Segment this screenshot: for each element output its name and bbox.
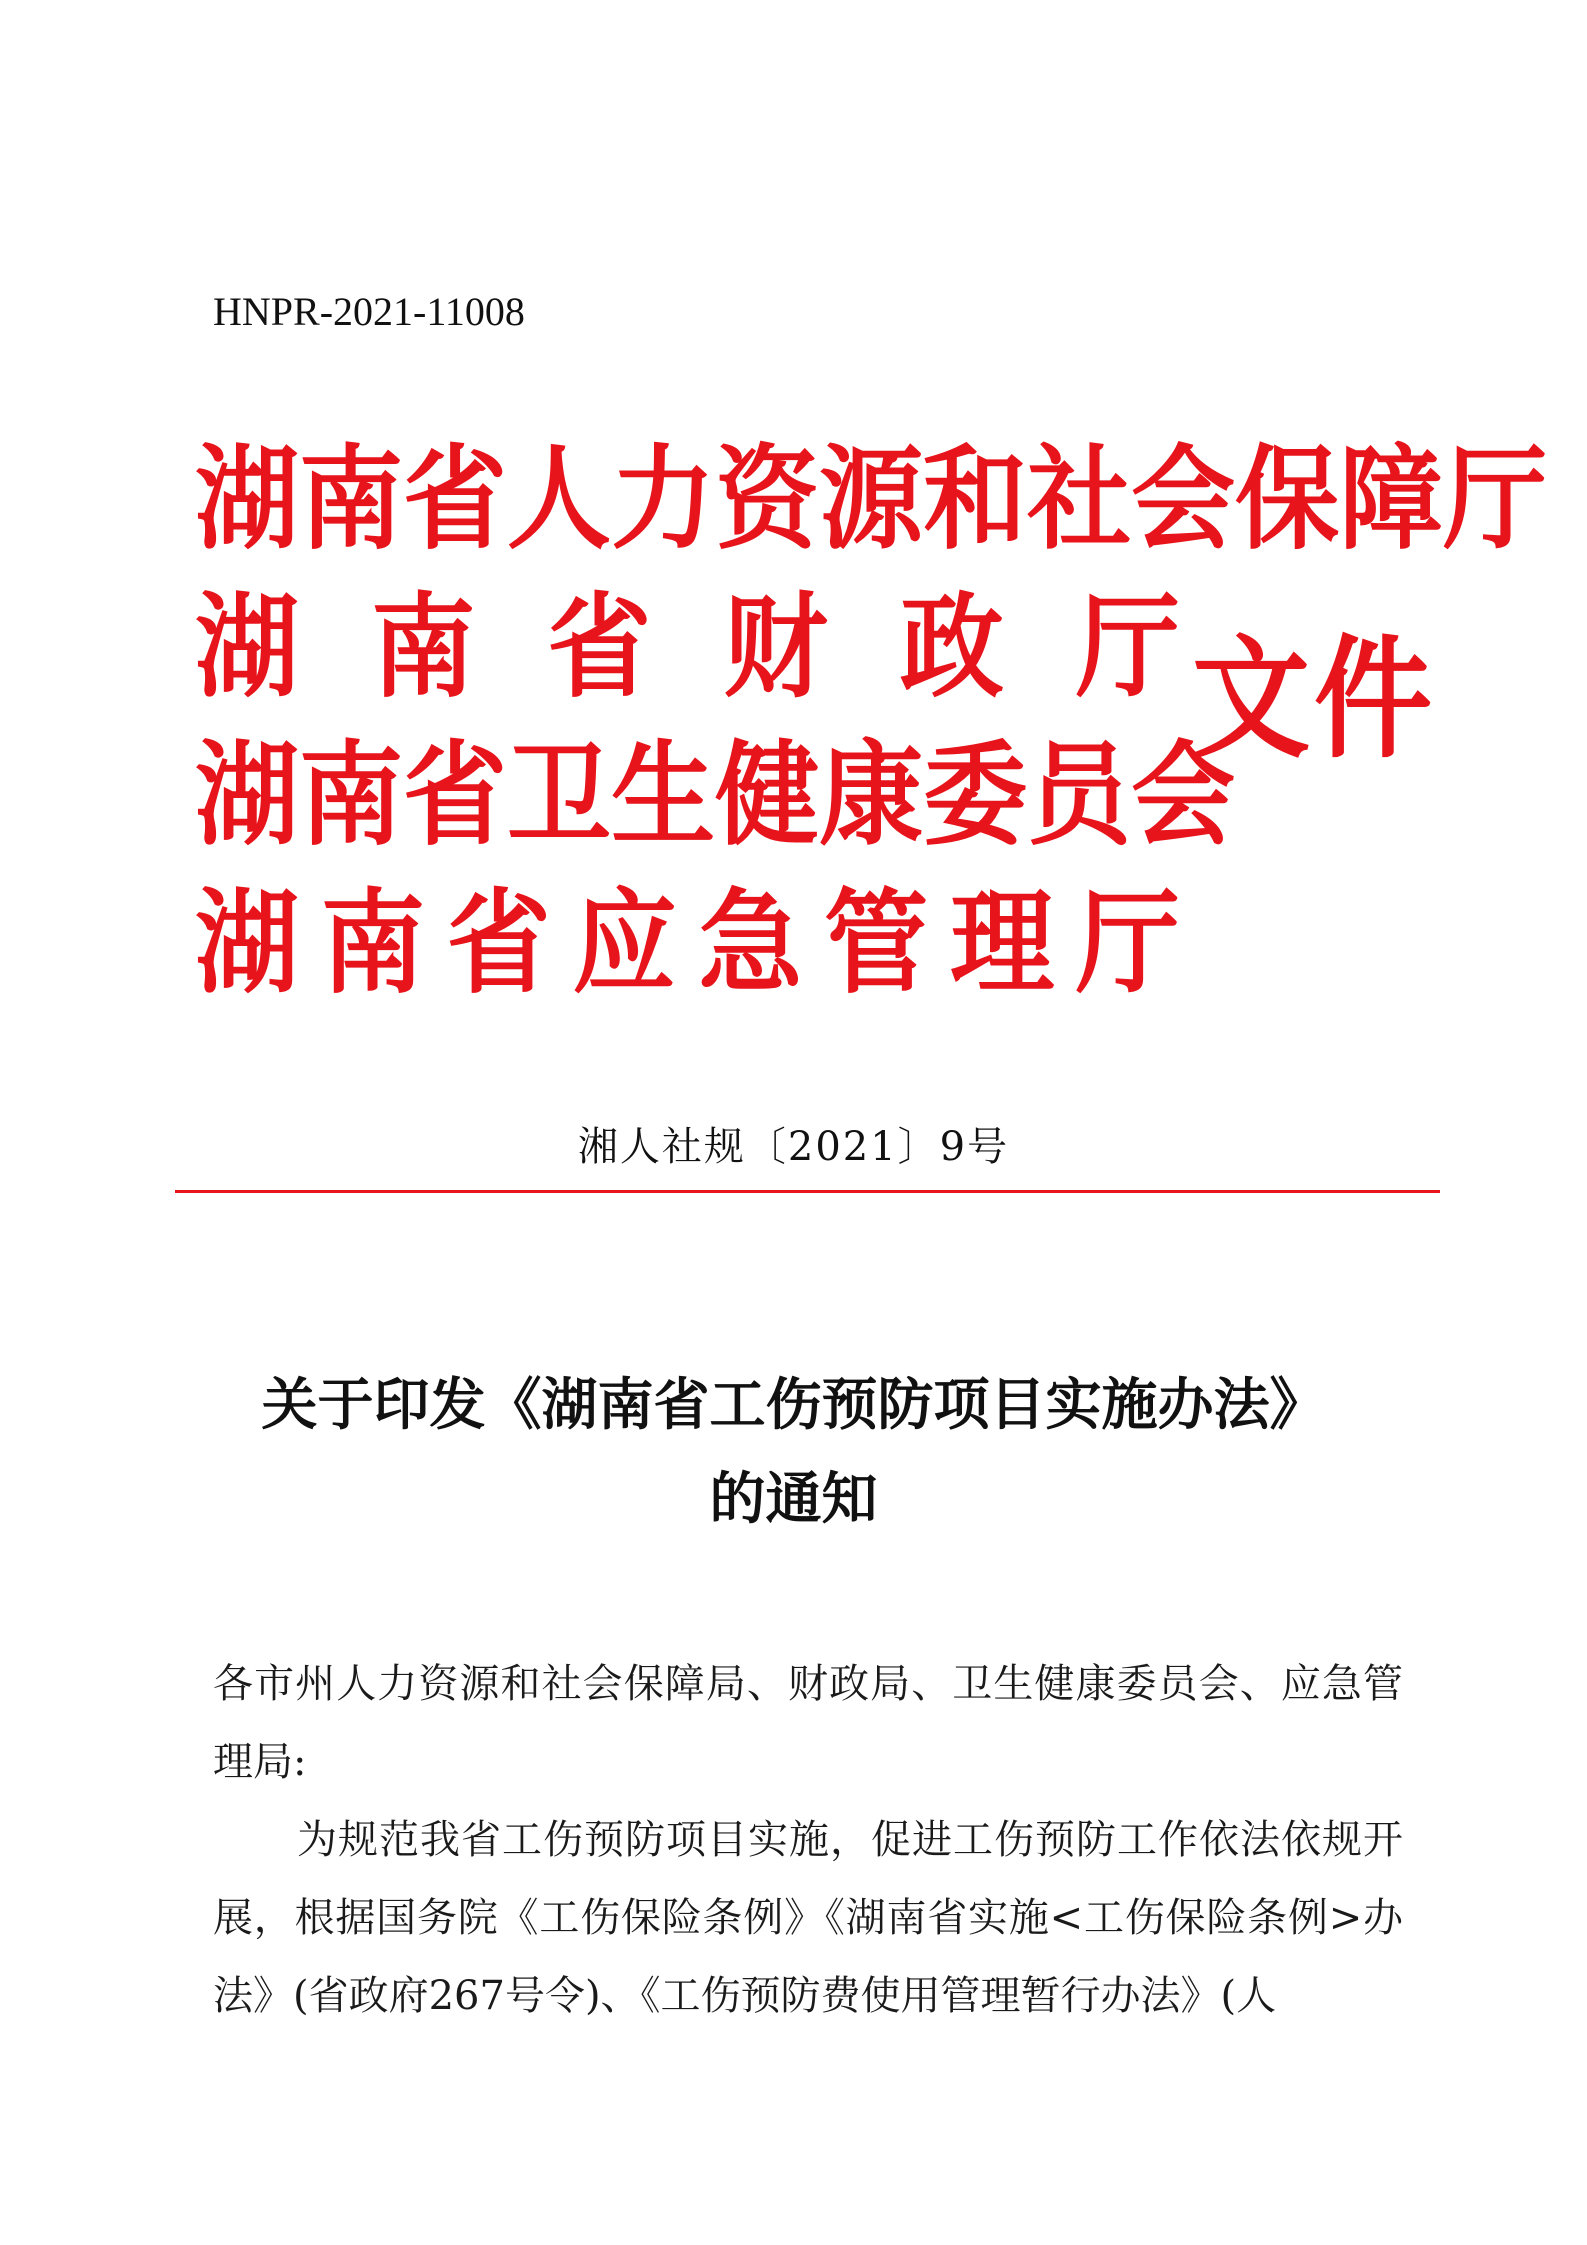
issuer-char: 政 <box>899 581 1004 713</box>
issuer-char: 湖 <box>195 729 300 861</box>
issuer-char: 理 <box>950 877 1055 1009</box>
issuer-char: 南 <box>299 729 404 861</box>
issuer-char: 管 <box>824 877 929 1009</box>
issuer-char: 康 <box>819 729 924 861</box>
issuer-char: 会 <box>1131 729 1236 861</box>
issuer-char: 湖 <box>195 433 300 565</box>
issuer-char: 资 <box>715 433 820 565</box>
issuer-char: 生 <box>611 729 716 861</box>
issuer-char: 省 <box>403 729 508 861</box>
issuer-char: 委 <box>923 729 1028 861</box>
issuer-char: 人 <box>507 433 612 565</box>
issuer-line-finance <box>195 567 1180 727</box>
issuer-char: 力 <box>611 433 716 565</box>
body-paragraph: 为规范我省工伤预防项目实施，促进工伤预防工作依法依规开展，根据国务院《工伤保险条例》《湖南省实施<工伤保险条例>办法》(省政府267号令)、《工伤预防费使用管理暂行办法》(人 <box>213 1817 1403 2019</box>
issuer-line-emergency <box>195 863 1180 1023</box>
issuer-char: 南 <box>299 433 404 565</box>
document-number: 湘人社规〔2021〕9号 <box>577 1124 1010 1170</box>
issuer-char: 厅 <box>1075 581 1180 713</box>
issuer-char: 厅 <box>1075 877 1180 1009</box>
issuer-char: 源 <box>819 433 924 565</box>
red-divider-line <box>175 1190 1440 1193</box>
addressee: 各市州人力资源和社会保障局、财政局、卫生健康委员会、应急管理局: <box>213 1661 1403 1785</box>
title-line-1: 关于印发《湖南省工伤预防项目实施办法》 <box>261 1372 1326 1438</box>
issuer-char: 应 <box>572 877 677 1009</box>
issuer-char: 省 <box>403 433 508 565</box>
document-word: 文件 <box>1192 621 1437 777</box>
issuer-line-hrss <box>195 419 1548 579</box>
issuer-char: 和 <box>923 433 1028 565</box>
issuer-char: 健 <box>715 729 820 861</box>
title-line-2: 的通知 <box>709 1466 878 1532</box>
issuer-char: 社 <box>1027 433 1132 565</box>
issuer-char: 省 <box>547 581 652 713</box>
issuer-char: 南 <box>320 877 425 1009</box>
issuer-char: 急 <box>698 877 803 1009</box>
issuer-char: 财 <box>723 581 828 713</box>
issuer-char: 保 <box>1235 433 1340 565</box>
issuer-char: 卫 <box>507 729 612 861</box>
issuer-char: 南 <box>371 581 476 713</box>
issuer-char: 员 <box>1027 729 1132 861</box>
document-body <box>213 1645 1403 2035</box>
issuer-char: 省 <box>446 877 551 1009</box>
document-title <box>0 1358 1587 1546</box>
document-id: HNPR-2021-11008 <box>213 289 525 334</box>
issuer-char: 会 <box>1131 433 1236 565</box>
issuer-char: 障 <box>1339 433 1444 565</box>
issuer-char: 湖 <box>195 581 300 713</box>
issuer-char: 厅 <box>1443 433 1548 565</box>
issuer-line-health <box>195 715 1236 875</box>
issuer-char: 湖 <box>195 877 300 1009</box>
